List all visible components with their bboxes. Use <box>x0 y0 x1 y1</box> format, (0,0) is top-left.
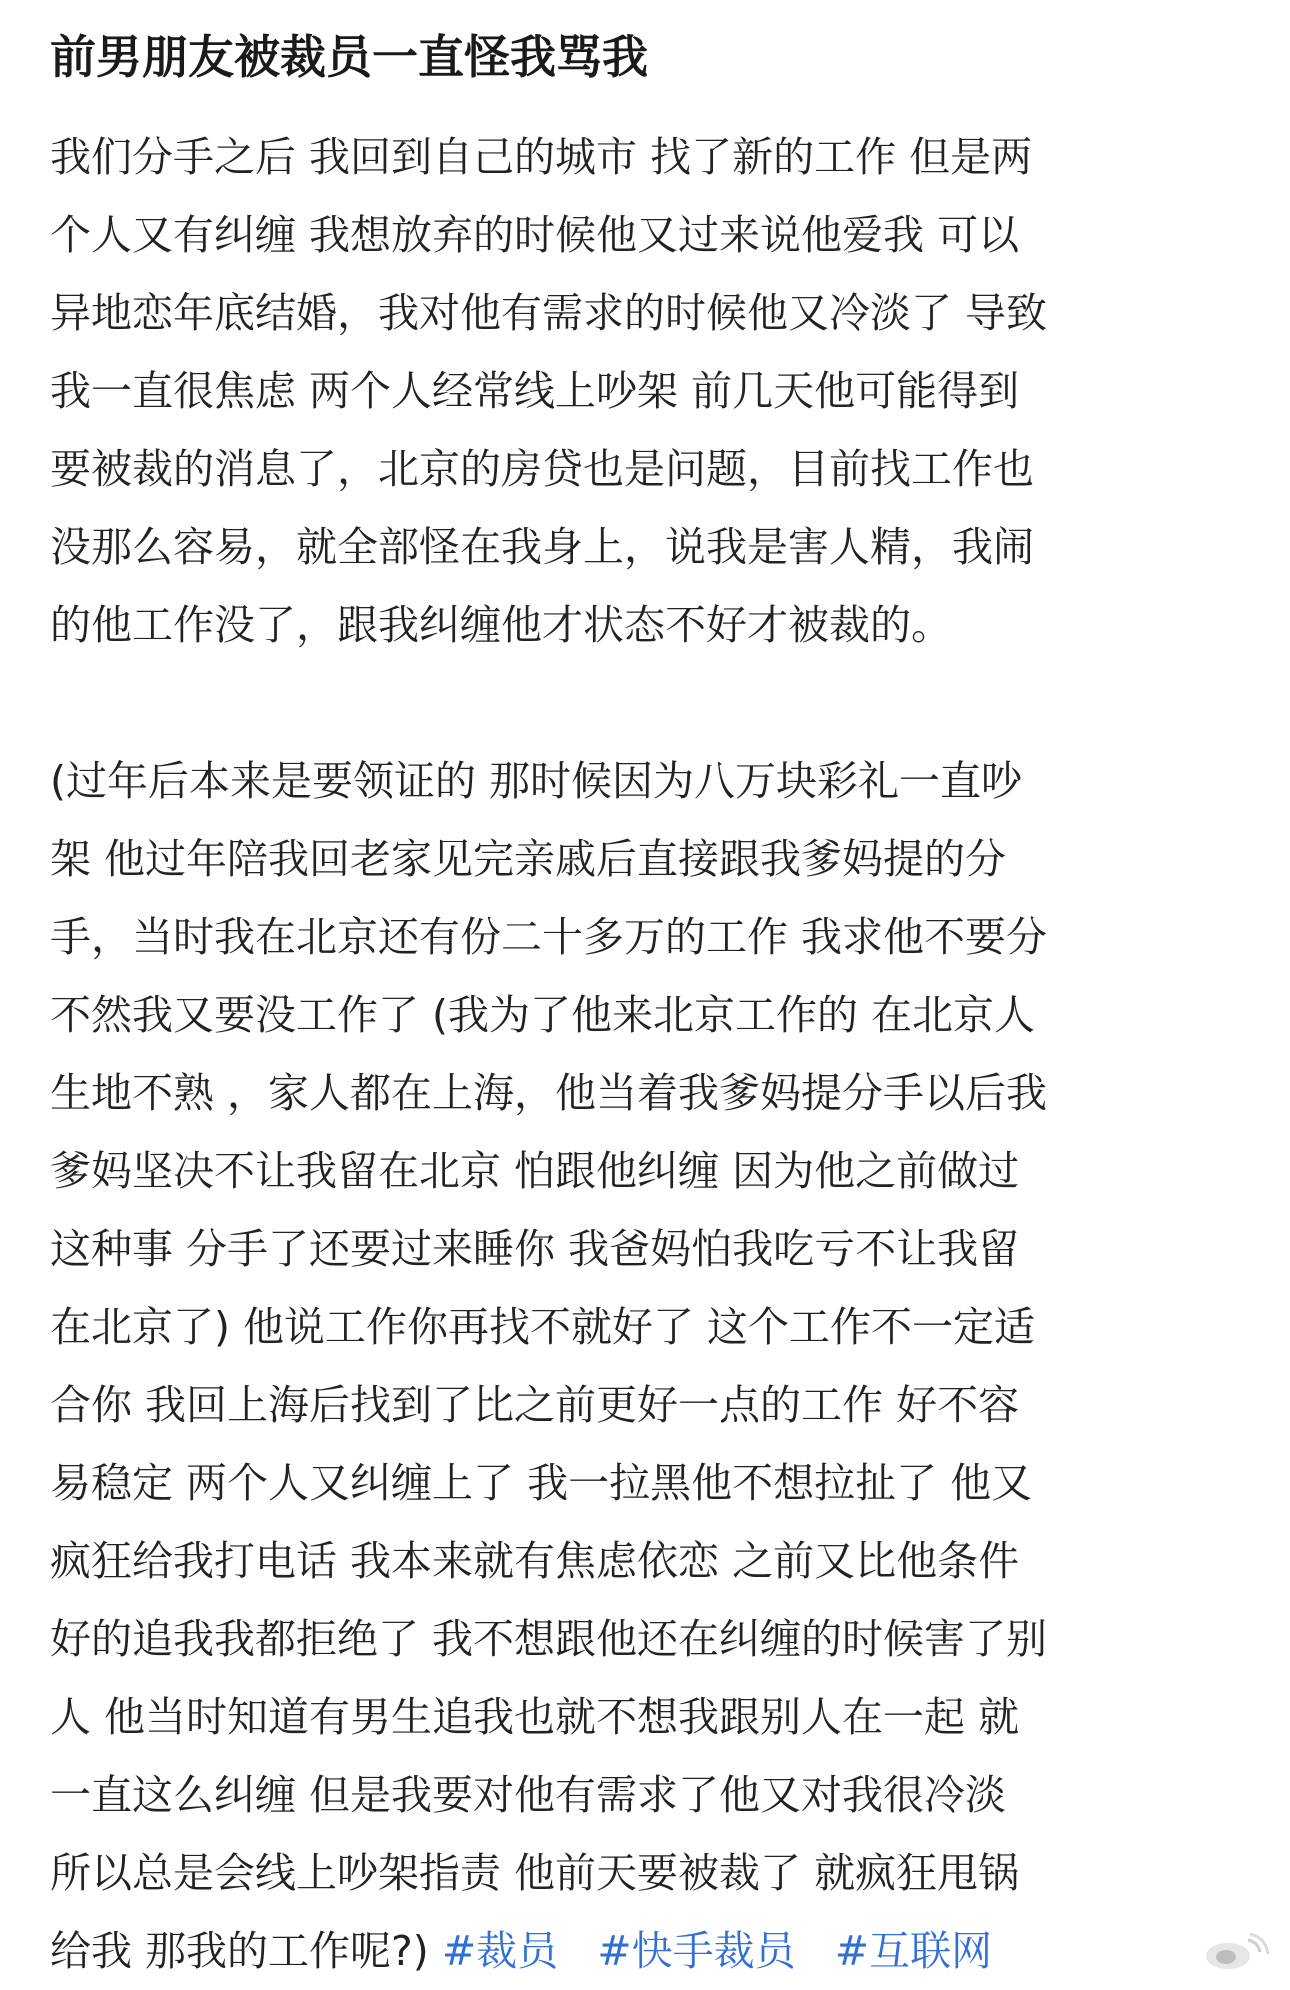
text-line: 不然我又要没工作了 (我为了他来北京工作的 在北京人 <box>50 991 1036 1039</box>
text-line: 易稳定 两个人又纠缠上了 我一拉黑他不想拉扯了 他又 <box>50 1459 1033 1507</box>
text-line: 异地恋年底结婚，我对他有需求的时候他又冷淡了 导致 <box>50 289 1048 337</box>
hashtag-internet[interactable]: #互联网 <box>834 1927 993 1975</box>
hashtag-layoffs[interactable]: #裁员 <box>441 1927 559 1975</box>
post-title: 前男朋友被裁员一直怪我骂我 <box>50 30 648 84</box>
text-line-with-hashtags <box>50 1912 1260 1990</box>
text-line: (过年后本来是要领证的 那时候因为八万块彩礼一直吵 <box>50 757 1023 805</box>
text-line: 疯狂给我打电话 我本来就有焦虑依恋 之前又比他条件 <box>50 1537 1020 1585</box>
text-line: 个人又有纠缠 我想放弃的时候他又过来说他爱我 可以 <box>50 211 1020 259</box>
text-line: 所以总是会线上吵架指责 他前天要被裁了 就疯狂甩锅 <box>50 1849 1020 1897</box>
post-paragraph-1 <box>50 118 1260 664</box>
text-line: 要被裁的消息了，北京的房贷也是问题，目前找工作也 <box>50 445 1034 493</box>
text-line: 生地不熟 ，家人都在上海，他当着我爹妈提分手以后我 <box>50 1069 1048 1117</box>
post-paragraph-2 <box>50 742 1260 1990</box>
text-line: 的他工作没了，跟我纠缠他才状态不好才被裁的。 <box>50 601 952 649</box>
text-line: 我一直很焦虑 两个人经常线上吵架 前几天他可能得到 <box>50 367 1020 415</box>
text-line: 好的追我我都拒绝了 我不想跟他还在纠缠的时候害了别 <box>50 1615 1048 1663</box>
hashtag-kuaishou-layoffs[interactable]: #快手裁员 <box>597 1927 796 1975</box>
text-line: 没那么容易，就全部怪在我身上，说我是害人精，我闹 <box>50 523 1034 571</box>
text-line: 这种事 分手了还要过来睡你 我爸妈怕我吃亏不让我留 <box>50 1225 1020 1273</box>
text-line: 人 他当时知道有男生追我也就不想我跟别人在一起 就 <box>50 1693 1020 1741</box>
text-line: 手，当时我在北京还有份二十多万的工作 我求他不要分 <box>50 913 1048 961</box>
text-line: 爹妈坚决不让我留在北京 怕跟他纠缠 因为他之前做过 <box>50 1147 1020 1195</box>
watermark-icon <box>1198 1932 1270 1972</box>
text-line-end: 给我 那我的工作呢?) <box>50 1927 442 1975</box>
text-line: 架 他过年陪我回老家见完亲戚后直接跟我爹妈提的分 <box>50 835 1007 883</box>
text-line: 我们分手之后 我回到自己的城市 找了新的工作 但是两 <box>50 133 1033 181</box>
text-line: 在北京了) 他说工作你再找不就好了 这个工作不一定适 <box>50 1303 1036 1351</box>
text-line: 合你 我回上海后找到了比之前更好一点的工作 好不容 <box>50 1381 1020 1429</box>
text-line: 一直这么纠缠 但是我要对他有需求了他又对我很冷淡 <box>50 1771 1007 1819</box>
